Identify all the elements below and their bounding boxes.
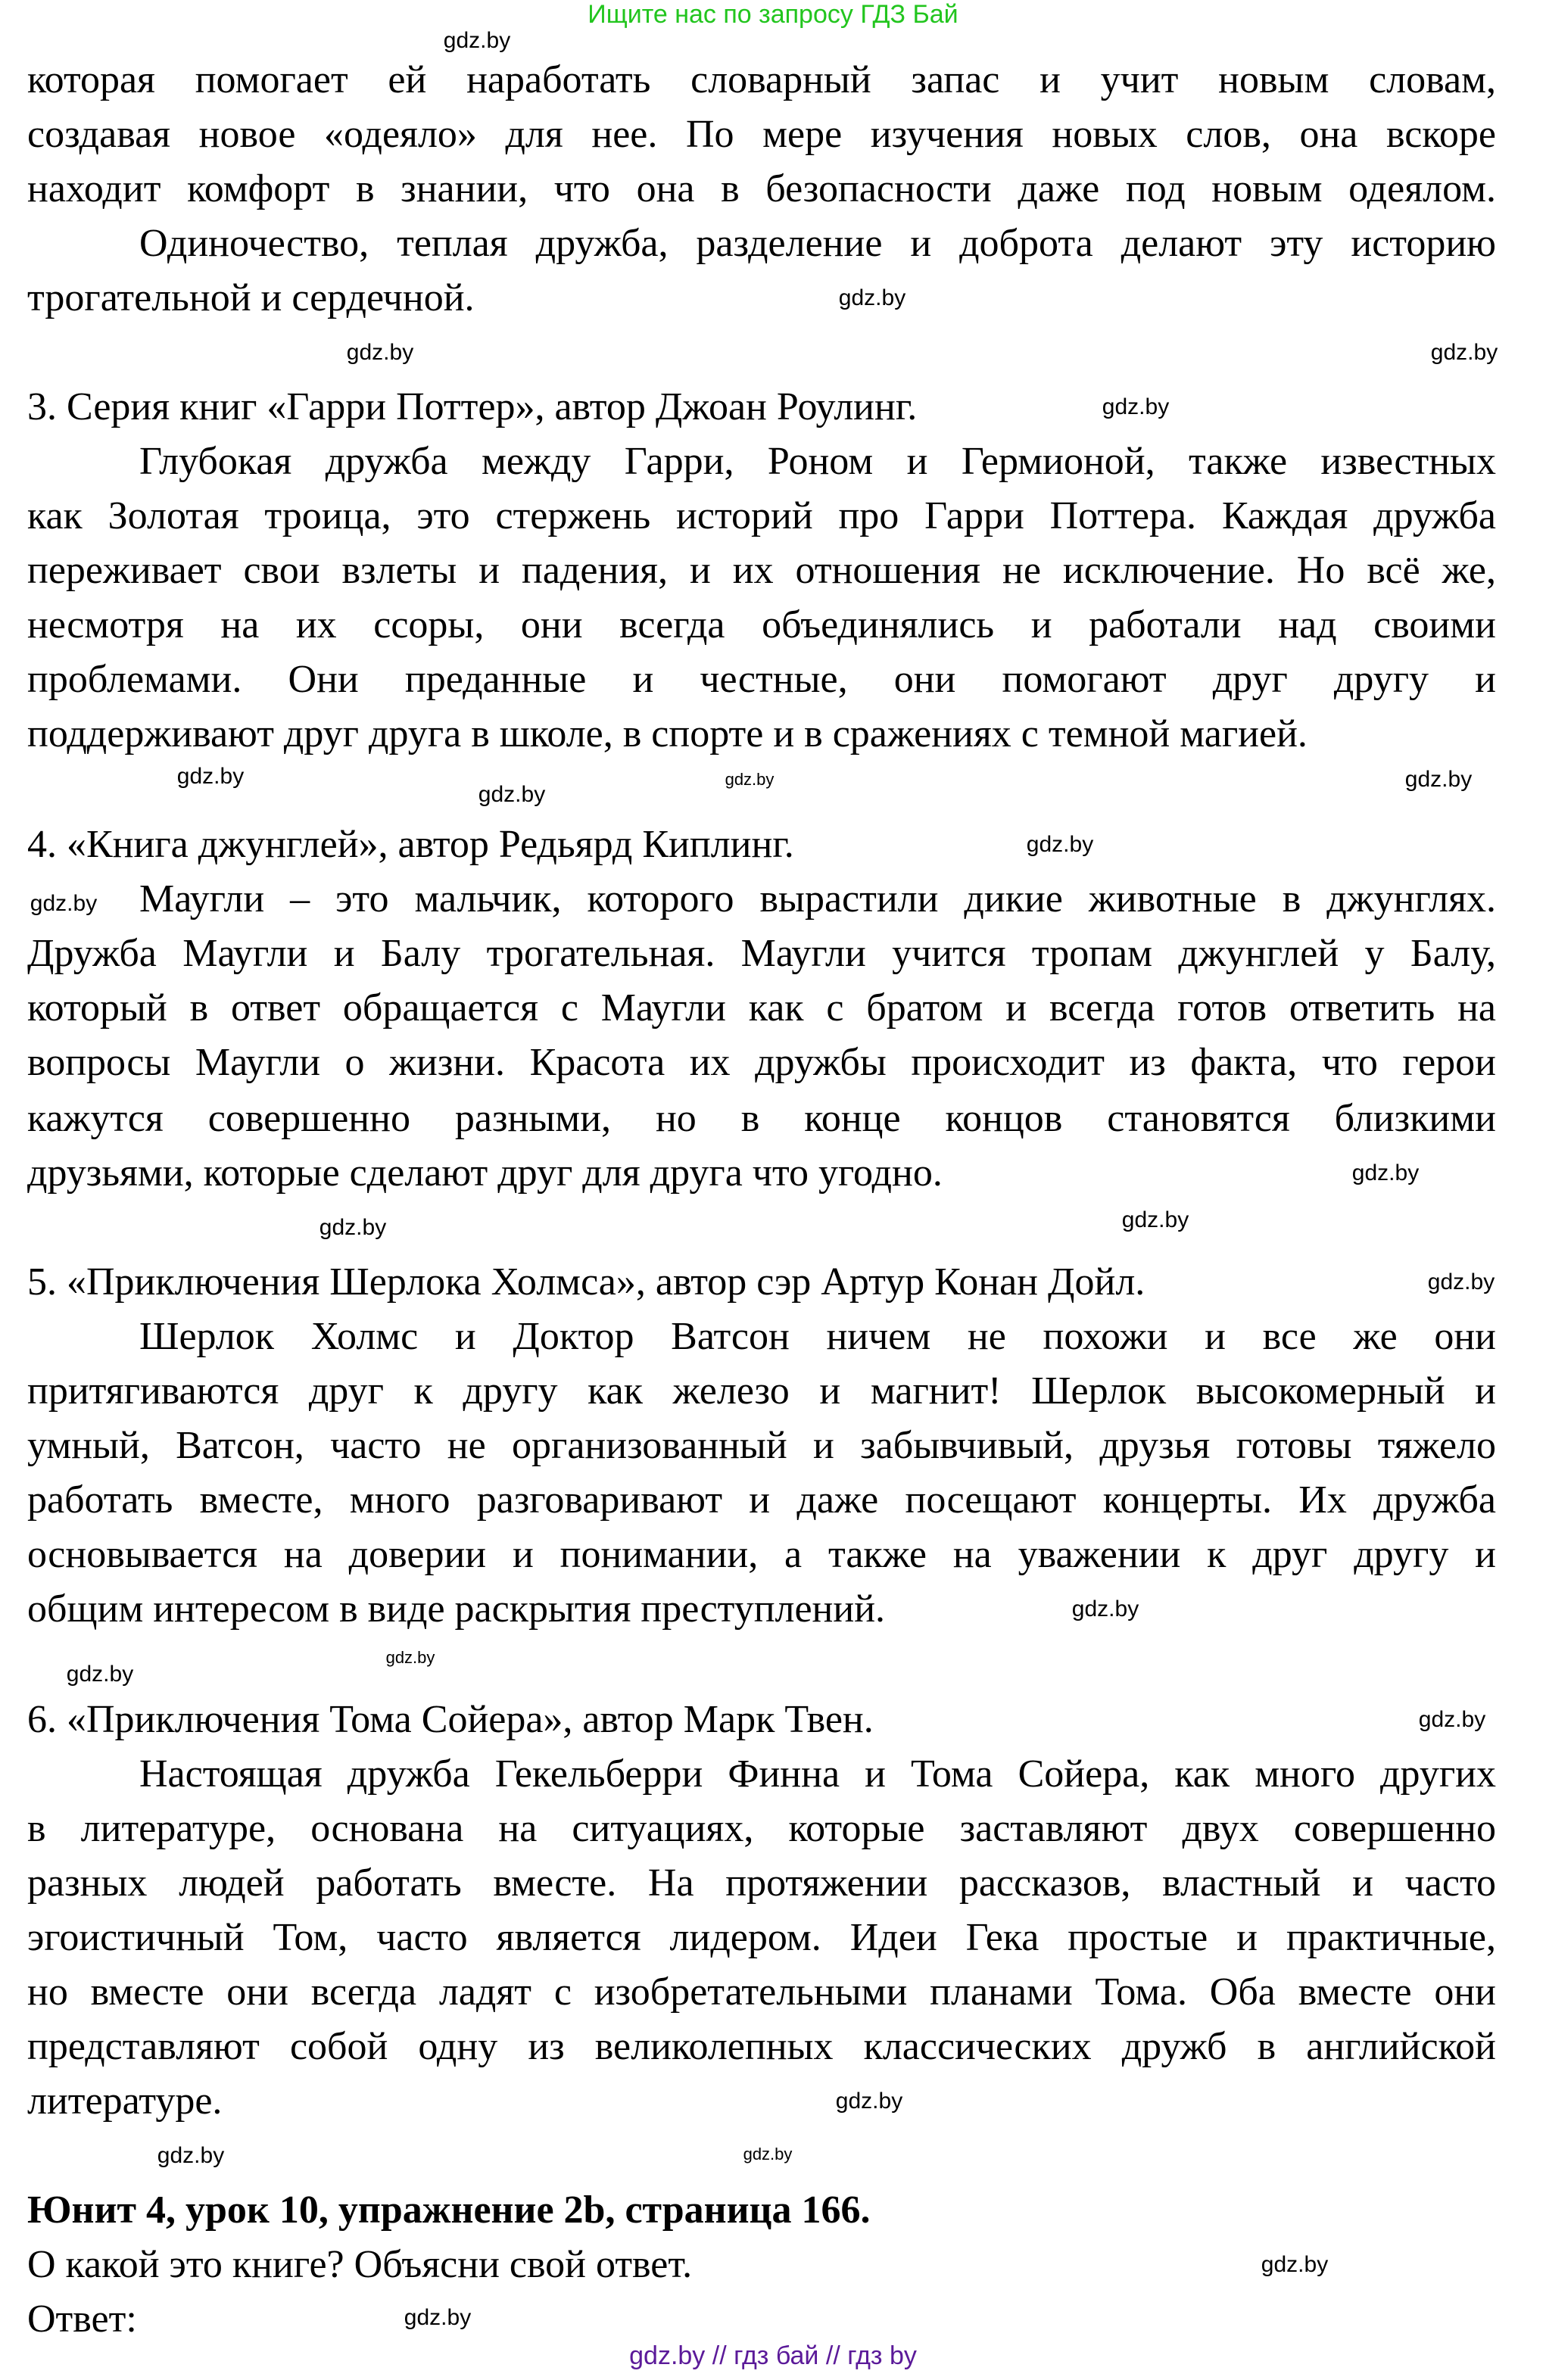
watermark: gdz.by [838,285,906,310]
text-line: кажутся совершенно разными, но в конце концов становятся близкими [27,1097,1496,1140]
watermark: gdz.by [478,782,546,807]
text-line: эгоистичный Том, часто является лидером. Идеи Гека простые и практичные, [27,1916,1496,1959]
text-line: но вместе они всегда ладят с изобретательными планами Тома. Оба вместе они [27,1970,1496,2014]
watermark: gdz.by [1102,394,1170,419]
section-heading: 6. «Приключения Тома Сойера», автор Марк Твен. [27,1698,874,1741]
watermark: gdz.by [1418,1707,1486,1732]
text-line: Глубокая дружба между Гарри, Роном и Гермионой, также известных [139,440,1496,483]
text-line: вопросы Маугли о жизни. Красота их дружбы происходит из факта, что герои [27,1041,1496,1084]
section-heading: 5. «Приключения Шерлока Холмса», автор сэр Артур Конан Дойл. [27,1260,1145,1304]
watermark: gdz.by [1261,2252,1329,2277]
watermark: gdz.by [743,2145,793,2163]
exercise-question: О какой это книге? Объясни свой ответ. [27,2243,693,2286]
watermark: gdz.by [1026,832,1094,857]
text-line: поддерживают друг друга в школе, в спорте и в сражениях с темной магией. [27,712,1308,755]
text-line: находит комфорт в знании, что она в безопасности даже под новым одеялом. [27,167,1496,210]
watermark: gdz.by [443,28,511,53]
section-heading: 3. Серия книг «Гарри Поттер», автор Джоан Роулинг. [27,385,918,428]
text-line: трогательной и сердечной. [27,276,475,319]
watermark: gdz.by [404,2305,472,2330]
answer-label: Ответ: [27,2297,137,2341]
text-line: переживает свои взлеты и падения, и их отношения не исключение. Но всё же, [27,549,1496,592]
text-line: Настоящая дружба Гекельберри Финна и Тома Сойера, как много других [139,1752,1496,1796]
text-line: представляют собой одну из великолепных классических дружб в английской [27,2025,1496,2068]
watermark: gdz.by [176,764,245,789]
text-line: Одиночество, теплая дружба, разделение и доброта делают эту историю [139,222,1496,265]
text-line: притягиваются друг к другу как железо и магнит! Шерлок высокомерный и [27,1369,1496,1413]
text-line: Дружба Маугли и Балу трогательная. Маугли учится тропам джунглей у Балу, [27,932,1496,975]
text-line: разных людей работать вместе. На протяжении рассказов, властный и часто [27,1861,1496,1905]
watermark: gdz.by [66,1662,134,1687]
text-line: в литературе, основана на ситуациях, которые заставляют двух совершенно [27,1807,1496,1850]
exercise-heading: Юнит 4, урок 10, упражнение 2b, страница 166. [27,2188,871,2232]
text-line: общим интересом в виде раскрытия преступлений. [27,1587,886,1631]
watermark: gdz.by [725,770,775,789]
watermark: gdz.by [385,1648,435,1667]
text-line: проблемами. Они преданные и честные, они помогают друг другу и [27,658,1496,701]
text-line: который в ответ обращается с Маугли как с братом и всегда готов ответить на [27,986,1496,1030]
text-line: литературе. [27,2079,223,2123]
watermark: gdz.by [319,1215,387,1240]
watermark: gdz.by [30,891,98,916]
watermark: gdz.by [1404,767,1473,792]
watermark: gdz.by [835,2089,903,2114]
text-line: как Золотая троица, это стержень историй про Гарри Поттера. Каждая дружба [27,494,1496,537]
watermark: gdz.by [1351,1160,1420,1185]
text-line: умный, Ватсон, часто не организованный и забывчивый, друзья готовы тяжело [27,1424,1496,1467]
watermark: gdz.by [1071,1597,1139,1621]
watermark: gdz.by [1121,1207,1189,1232]
watermark: gdz.by [346,340,414,365]
footer-links[interactable]: gdz.by // гдз бай // гдз by [629,2341,917,2370]
watermark: gdz.by [157,2143,225,2168]
text-line: друзьями, которые сделают друг для друга что угодно. [27,1151,943,1195]
text-line: создавая новое «одеяло» для нее. По мере изучения новых слов, она вскоре [27,113,1496,156]
text-line: основывается на доверии и понимании, а также на уважении к друг другу и [27,1533,1496,1576]
section-heading: 4. «Книга джунглей», автор Редьярд Киплинг. [27,823,794,866]
text-line: Маугли – это мальчик, которого вырастили дикие животные в джунглях. [139,877,1496,921]
watermark: gdz.by [1427,1269,1495,1294]
text-line: работать вместе, много разговаривают и даже посещают концерты. Их дружба [27,1478,1496,1522]
text-line: Шерлок Холмс и Доктор Ватсон ничем не похожи и все же они [139,1315,1496,1358]
search-banner: Ищите нас по запросу ГДЗ Бай [588,0,958,29]
text-line: несмотря на их ссоры, они всегда объединялись и работали над своими [27,603,1496,646]
watermark: gdz.by [1430,340,1498,365]
text-line: которая помогает ей наработать словарный запас и учит новым словам, [27,58,1496,101]
